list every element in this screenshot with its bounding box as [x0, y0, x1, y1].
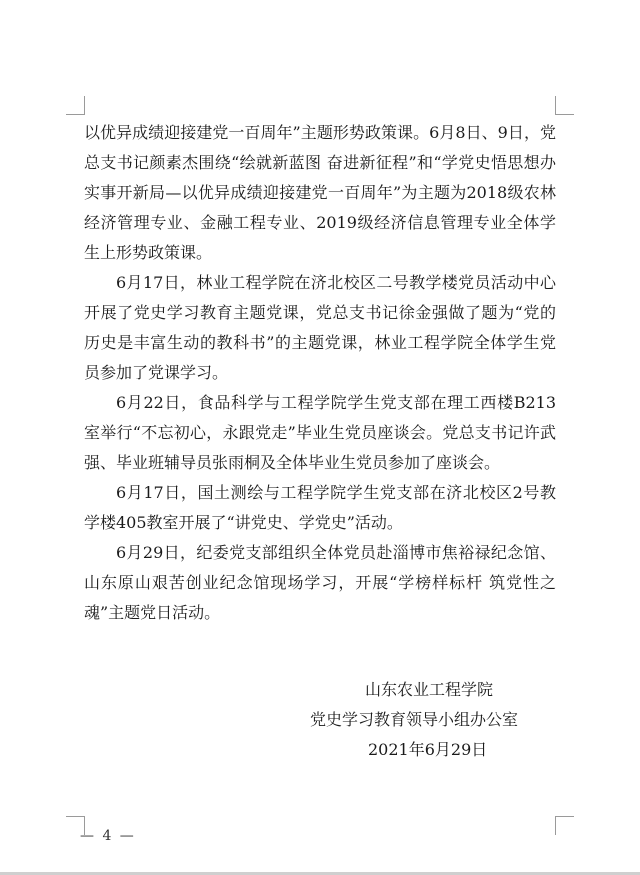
paragraph-continued: 以优异成绩迎接建党一百周年”主题形势政策课。6月8日、9日，党总支书记颜素杰围绕“绘就新蓝图 奋进新征程”和“学党史悟思想办实事开新局—以优异成绩迎接建党一百周年”为主题为2018级农林经济管理专业、金融工程专业、2019级经济信息管理专业全体学生上形势政策课。 — [84, 123, 556, 262]
paragraph-surveying: 6月17日，国土测绘与工程学院学生党支部在济北校区2号教学楼405教室开展了“讲党史、学党史”活动。 — [84, 483, 556, 532]
crop-mark-top-right — [555, 96, 574, 115]
signature-office: 党史学习教育领导小组办公室 — [310, 710, 519, 729]
document-body — [84, 118, 556, 628]
crop-mark-bottom-right — [555, 816, 574, 835]
paragraph-discipline: 6月29日，纪委党支部组织全体党员赴淄博市焦裕禄纪念馆、山东原山艰苦创业纪念馆现场学习，开展“学榜样标杆 筑党性之魂”主题党日活动。 — [84, 543, 556, 622]
paragraph-food-science: 6月22日，食品科学与工程学院学生党支部在理工西楼B213室举行“不忘初心，永跟党走”毕业生党员座谈会。党总支书记许武强、毕业班辅导员张雨桐及全体毕业生党员参加了座谈会。 — [84, 393, 556, 472]
crop-mark-top-left — [66, 96, 85, 115]
paragraph-forestry: 6月17日，林业工程学院在济北校区二号教学楼党员活动中心开展了党史学习教育主题党课，党总支书记徐金强做了题为“党的历史是丰富生动的教科书”的主题党课，林业工程学院全体学生党员参加了党课学习。 — [84, 273, 556, 382]
signature-organization: 山东农业工程学院 — [365, 680, 494, 699]
signature-date: 2021年6月29日 — [368, 740, 488, 759]
page-number: — 4 — — [80, 828, 136, 844]
